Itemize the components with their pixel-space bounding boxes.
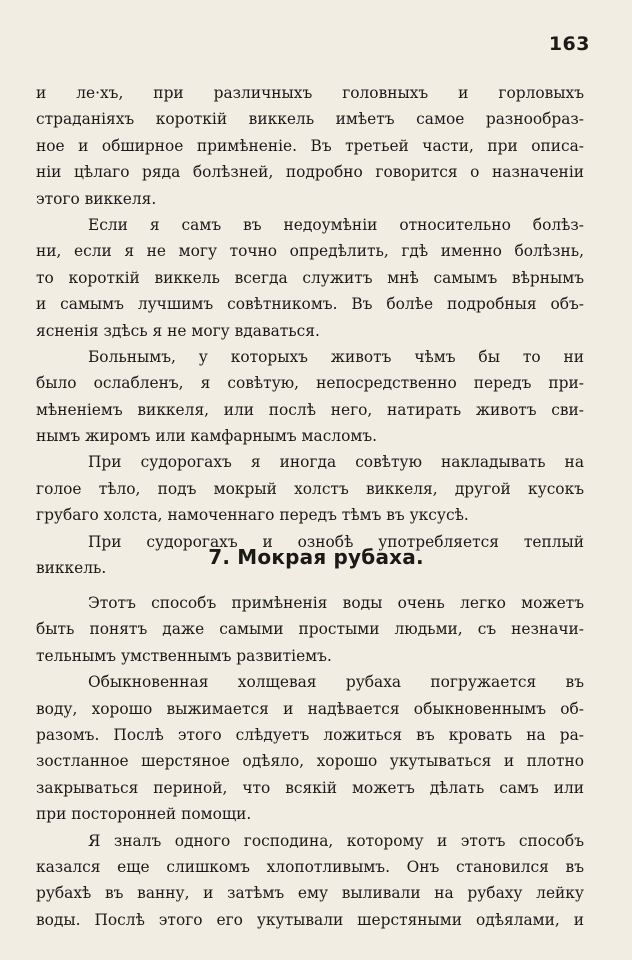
text-line: и ле·хъ, при различныхъ головныхъ и горловыхъ [36, 84, 584, 102]
text-line: мѣненіемъ виккеля, или послѣ него, натирать животъ сви- [36, 400, 584, 419]
section-heading: 7. Мокрая рубаха. [208, 545, 424, 569]
paragraph-first-line: Этотъ способъ примѣненія воды очень легко можетъ [88, 594, 584, 612]
text-line: голое тѣло, подъ мокрый холстъ виккеля, другой кусокъ [36, 479, 584, 498]
text-line: рубахѣ въ ванну, и затѣмъ ему выливали на рубаху лейку [36, 884, 584, 903]
text-line: грубаго холста, намоченнаго передъ тѣмъ въ уксусѣ. [36, 506, 469, 525]
text-line: и самымъ лучшимъ совѣтникомъ. Въ болѣе подробныя объ- [36, 295, 584, 314]
paragraph-first-line: Обыкновенная холщевая рубаха погружается въ [88, 673, 584, 692]
text-line: виккель. [36, 559, 107, 578]
paragraph-first-line: Если я самъ въ недоумѣніи относительно болѣз- [88, 215, 584, 234]
text-block-before-heading [36, 80, 584, 581]
text-line: этого виккеля. [36, 189, 157, 208]
text-line: воду, хорошо выжимается и надѣвается обыкновеннымъ об- [36, 699, 584, 718]
text-line: быть понятъ даже самыми простыми людьми, съ незначи- [36, 620, 584, 639]
text-block-after-heading [36, 590, 584, 933]
text-line: то короткій виккель всегда служитъ мнѣ самымъ вѣрнымъ [36, 268, 584, 287]
paragraph-first-line: При судорогахъ и ознобѣ употребляется теплый [88, 532, 584, 551]
paragraph-first-line: При судорогахъ я иногда совѣтую накладывать на [88, 453, 584, 472]
text-line: страданіяхъ короткій виккель имѣетъ самое разнообраз- [36, 110, 584, 129]
text-line: казался еще слишкомъ хлопотливымъ. Онъ становился въ [36, 857, 584, 876]
text-line: было ослабленъ, я совѣтую, непосредственно передъ при- [36, 374, 584, 393]
text-line: разомъ. Послѣ этого слѣдуетъ ложиться въ кровать на ра- [36, 725, 584, 744]
text-line: при посторонней помощи. [36, 805, 252, 824]
text-line: ное и обширное примѣненіе. Въ третьей части, при описа- [36, 136, 584, 155]
text-line: закрываться периной, что всякій можетъ дѣлать самъ или [36, 778, 584, 797]
text-line: нымъ жиромъ или камфарнымъ масломъ. [36, 427, 378, 446]
page-number: 163 [548, 33, 590, 55]
text-line: ясненія здѣсь я не могу вдаваться. [36, 321, 320, 340]
paragraph-first-line: Я зналъ одного господина, которому и этотъ способъ [88, 831, 584, 850]
text-line: воды. Послѣ этого его укутывали шерстяными одѣялами, и [36, 910, 584, 929]
text-line: тельнымъ умственнымъ развитіемъ. [36, 646, 332, 665]
text-line: зостланное шерстяное одѣяло, хорошо укутываться и плотно [36, 752, 584, 771]
text-line: ни, если я не могу точно опредѣлить, гдѣ именно болѣзнь, [36, 242, 584, 261]
paragraph-first-line: Больнымъ, у которыхъ животъ чѣмъ бы то ни [88, 347, 584, 366]
text-line: ніи цѣлаго ряда болѣзней, подробно говорится о назначеніи [36, 163, 584, 182]
